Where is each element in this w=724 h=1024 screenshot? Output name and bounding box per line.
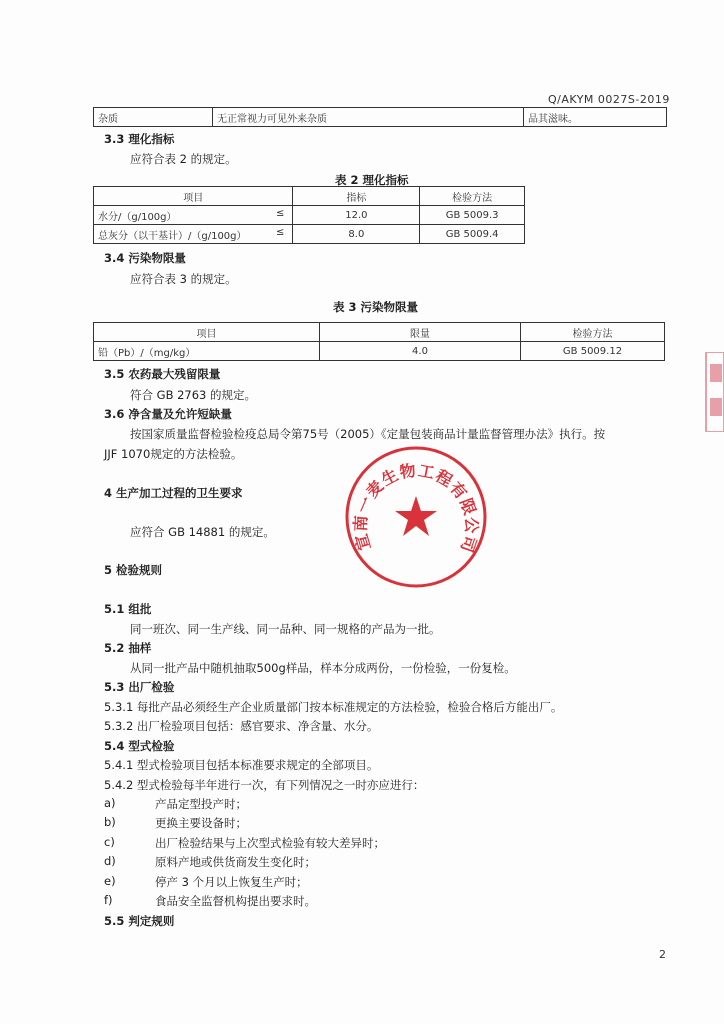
section-5-1-heading: 5.1 组批 (104, 602, 152, 616)
section-3-6-line1: 按国家质量监督检验检疫总局令第75号（2005）《定量包装商品计量监督管理办法》执行。按 (130, 427, 606, 441)
table-cell: 8.0 (293, 225, 420, 244)
sensory-table-tail (93, 107, 667, 127)
section-3-6-line2: JJF 1070规定的方法检验。 (104, 447, 243, 461)
item-label: 总灰分（以干基计）/（g/100g） (98, 230, 247, 242)
section-4-text: 应符合 GB 14881 的规定。 (130, 525, 275, 539)
table-row (94, 225, 525, 244)
table-header-cell: 项目 (94, 323, 320, 342)
table-cell: GB 5009.12 (521, 342, 665, 361)
list-item: 原料产地或供货商发生变化时； (155, 855, 316, 869)
section-3-3-heading: 3.3 理化指标 (104, 132, 175, 146)
section-5-1-text: 同一班次、同一生产线、同一品种、同一规格的产品为一批。 (130, 622, 441, 636)
table-cell: 无正常视力可见外来杂质 (213, 108, 524, 127)
company-seal (343, 444, 489, 590)
list-item-label: d) (104, 854, 116, 868)
edge-stamp (704, 352, 724, 432)
section-5-3-2: 5.3.2 出厂检验项目包括：感官要求、净含量、水分。 (104, 719, 379, 733)
table3 (93, 322, 665, 361)
list-item-label: e) (104, 874, 116, 888)
table-cell (94, 206, 293, 225)
table-header-cell: 指标 (293, 187, 420, 206)
section-3-4-heading: 3.4 污染物限量 (104, 251, 186, 265)
table-cell: 铅（Pb）/（mg/kg） (94, 342, 320, 361)
list-item: 停产 3 个月以上恢复生产时； (155, 875, 308, 889)
section-3-3-text: 应符合表 2 的规定。 (130, 152, 237, 166)
section-3-5-heading: 3.5 农药最大残留限量 (104, 367, 221, 381)
table-header-row (94, 323, 665, 342)
section-5-3-1: 5.3.1 每批产品必须经生产企业质量部门按本标准规定的方法检验，检验合格后方能出厂。 (104, 700, 563, 714)
table-row (94, 206, 525, 225)
table3-caption: 表 3 污染物限量 (333, 300, 419, 314)
section-3-6-heading: 3.6 净含量及允许短缺量 (104, 407, 232, 421)
table-header-cell: 检验方法 (521, 323, 665, 342)
section-3-4-text: 应符合表 3 的规定。 (130, 272, 237, 286)
table-row (94, 108, 667, 127)
section-4-heading: 4 生产加工过程的卫生要求 (104, 486, 243, 500)
operator: ≤ (276, 208, 285, 219)
table-row (94, 342, 665, 361)
section-5-4-heading: 5.4 型式检验 (104, 739, 175, 753)
section-5-2-text: 从同一批产品中随机抽取500g样品，样本分成两份，一份检验，一份复检。 (130, 661, 516, 675)
list-item: 出厂检验结果与上次型式检验有较大差异时； (155, 836, 385, 850)
list-item-label: a) (104, 796, 116, 810)
section-5-3-heading: 5.3 出厂检验 (104, 680, 175, 694)
operator: ≤ (276, 227, 285, 238)
document-code: Q/AKYM 0027S-2019 (548, 93, 670, 106)
page-number: 2 (659, 948, 666, 961)
star-icon (395, 496, 437, 536)
table-header-cell: 限量 (320, 323, 521, 342)
table-header-cell: 检验方法 (420, 187, 525, 206)
list-item-label: b) (104, 815, 116, 829)
table-cell: 4.0 (320, 342, 521, 361)
list-item: 产品定型投产时； (155, 797, 247, 811)
table-cell: GB 5009.4 (420, 225, 525, 244)
seal-text: 宣南一麦生物工程有限公司 (350, 460, 482, 556)
section-5-heading: 5 检验规则 (104, 563, 163, 577)
table-cell (94, 225, 293, 244)
table-cell: 品其滋味。 (524, 108, 667, 127)
edge-stamp-mark (710, 364, 722, 382)
section-5-4-2: 5.4.2 型式检验每半年进行一次，有下列情况之一时亦应进行： (104, 778, 425, 792)
section-5-5-heading: 5.5 判定规则 (104, 914, 175, 928)
list-item-label: c) (104, 835, 115, 849)
section-5-4-1: 5.4.1 型式检验项目包括本标准要求规定的全部项目。 (104, 758, 379, 772)
table-cell: GB 5009.3 (420, 206, 525, 225)
table-header-row (94, 187, 525, 206)
table2-caption: 表 2 理化指标 (335, 173, 409, 187)
table-header-cell: 项目 (94, 187, 293, 206)
table-cell: 杂质 (94, 108, 213, 127)
list-item: 食品安全监督机构提出要求时。 (155, 894, 316, 908)
section-3-5-text: 符合 GB 2763 的规定。 (130, 388, 257, 402)
list-item: 更换主要设备时； (155, 816, 247, 830)
table-cell: 12.0 (293, 206, 420, 225)
table2 (93, 186, 525, 244)
section-5-2-heading: 5.2 抽样 (104, 641, 152, 655)
list-item-label: f) (104, 893, 113, 907)
item-label: 水分/（g/100g） (98, 211, 177, 223)
edge-stamp-mark (710, 398, 722, 416)
